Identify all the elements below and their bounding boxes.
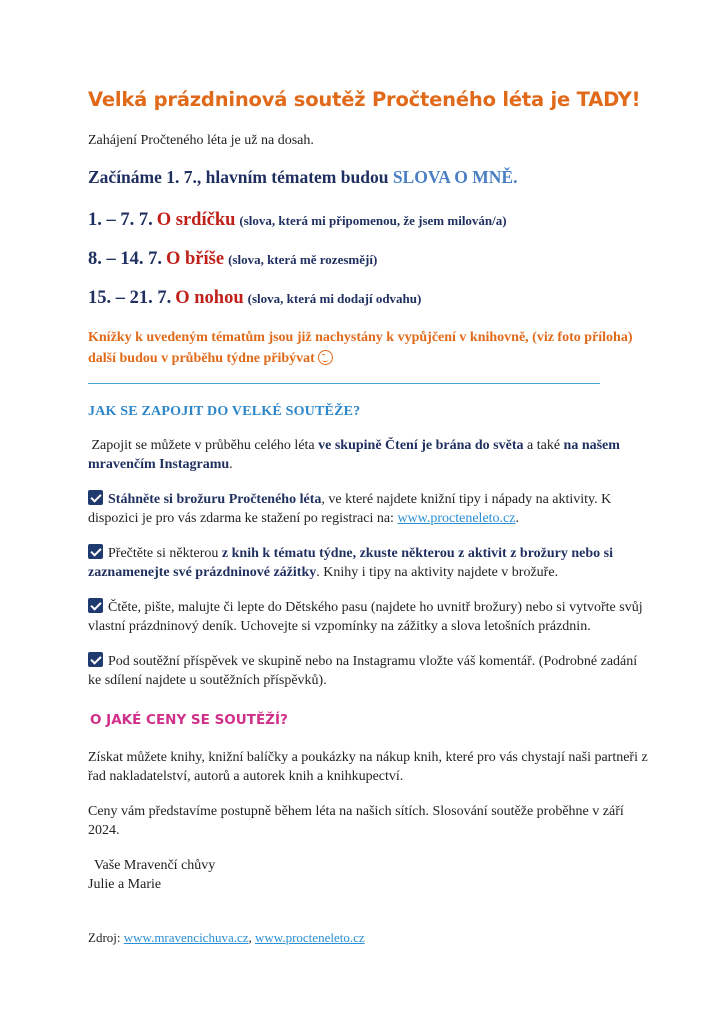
step-1	[88, 490, 648, 528]
source-label: Zdroj:	[88, 930, 121, 945]
week-3	[88, 288, 648, 309]
start-text: Začínáme 1. 7., hlavním tématem budou	[88, 167, 389, 187]
smiley-icon	[318, 350, 333, 365]
join-intro-mid: a také	[527, 438, 561, 453]
page-title: Velká prázdninová soutěž Pročteného léta je TADY!	[88, 88, 641, 111]
books-note-text: Knížky k uvedeným tématům jsou již nachystány k vypůjčení v knihovně, (viz foto příloha) další budou v průběhu týdne přibývat	[88, 330, 633, 366]
step-1-end: .	[515, 511, 519, 526]
step-2-pre: Přečtěte si některou	[108, 546, 219, 561]
week-note: (slova, která mi připomenou, že jsem milován/a)	[239, 213, 507, 228]
step-3	[88, 598, 648, 636]
prizes-heading: O JAKÉ CENY SE SOUTĚŽÍ?	[90, 712, 288, 728]
step-1-text: , ve které najdete knižní tipy i nápady na aktivity. K dispozici je pro vás zdarma ke stažení po registraci na:	[88, 492, 612, 526]
week-1	[88, 210, 648, 231]
prizes-para-1: Získat můžete knihy, knižní balíčky a poukázky na nákup knih, které pro vás chystají naši partneři z řad nakladatelství, autorů a autorek knih a knihkupectví.	[88, 750, 648, 784]
join-heading: JAK SE ZAPOJIT DO VELKÉ SOUTĚŽE?	[88, 404, 361, 419]
step-2-end: . Knihy i tipy na aktivity najdete v brožuře.	[316, 565, 559, 580]
week-dates: 15. – 21. 7.	[88, 288, 172, 308]
join-intro-end: .	[229, 457, 233, 472]
procteneleto-source-link[interactable]: www.procteneleto.cz	[255, 930, 365, 945]
join-instagram: na našem mravenčím Instagramu	[88, 438, 620, 472]
step-4-text: Pod soutěžní příspěvek ve skupině nebo na Instagramu vložte váš komentář. (Podrobné zadání ke sdílení najdete u soutěžních příspěvků).	[88, 654, 638, 688]
week-dates: 8. – 14. 7.	[88, 249, 162, 269]
week-note: (slova, která mi dodají odvahu)	[247, 291, 422, 306]
checkbox-checked-icon	[88, 652, 103, 667]
intro-text: Zahájení Pročteného léta je už na dosah.	[88, 133, 314, 148]
join-intro	[88, 436, 648, 474]
signature-line-2: Julie a Marie	[88, 877, 162, 892]
mravencichuva-link[interactable]: www.mravencichuva.cz	[123, 930, 249, 945]
source-line	[88, 930, 648, 946]
signature-line-1: Vaše Mravenčí chůvy	[94, 858, 216, 873]
checkbox-checked-icon	[88, 544, 103, 559]
start-highlight: SLOVA O MNĚ.	[392, 167, 518, 187]
step-2	[88, 544, 648, 582]
step-4	[88, 652, 648, 690]
source-separator: ,	[248, 930, 252, 945]
join-intro-text: Zapojit se můžete v průběhu celého léta	[91, 438, 315, 453]
week-dates: 1. – 7. 7.	[88, 210, 153, 230]
week-theme: O nohou	[175, 288, 244, 308]
week-2	[88, 249, 648, 270]
document-page	[88, 88, 648, 959]
start-line	[88, 167, 648, 188]
step-1-bold: Stáhněte si brožuru Pročteného léta	[108, 492, 322, 507]
step-3-text: Čtěte, pište, malujte či lepte do Dětského pasu (najdete ho uvnitř brožury) nebo si vytvořte svůj vlastní prázdninový deník. Uchovejte si vzpomínky na zážitky a slova letošních prázdnin.	[88, 600, 643, 634]
prizes-para-2: Ceny vám představíme postupně během léta na našich sítích. Slosování soutěže proběhne v září 2024.	[88, 804, 624, 838]
step-2-bold: z knih k tématu týdne, zkuste některou z aktivit z brožury nebo si zaznamenejte své prázdninové zážitky	[88, 546, 614, 580]
section-divider	[88, 383, 600, 384]
checkbox-checked-icon	[88, 490, 103, 505]
books-note	[88, 327, 648, 369]
week-theme: O srdíčku	[156, 210, 236, 230]
join-group-name: ve skupině Čtení je brána do světa	[318, 438, 524, 453]
week-note: (slova, která mě rozesmějí)	[228, 252, 378, 267]
week-theme: O bříše	[166, 249, 225, 269]
signature	[88, 856, 648, 894]
checkbox-checked-icon	[88, 598, 103, 613]
procteneleto-link[interactable]: www.procteneleto.cz	[397, 511, 516, 526]
